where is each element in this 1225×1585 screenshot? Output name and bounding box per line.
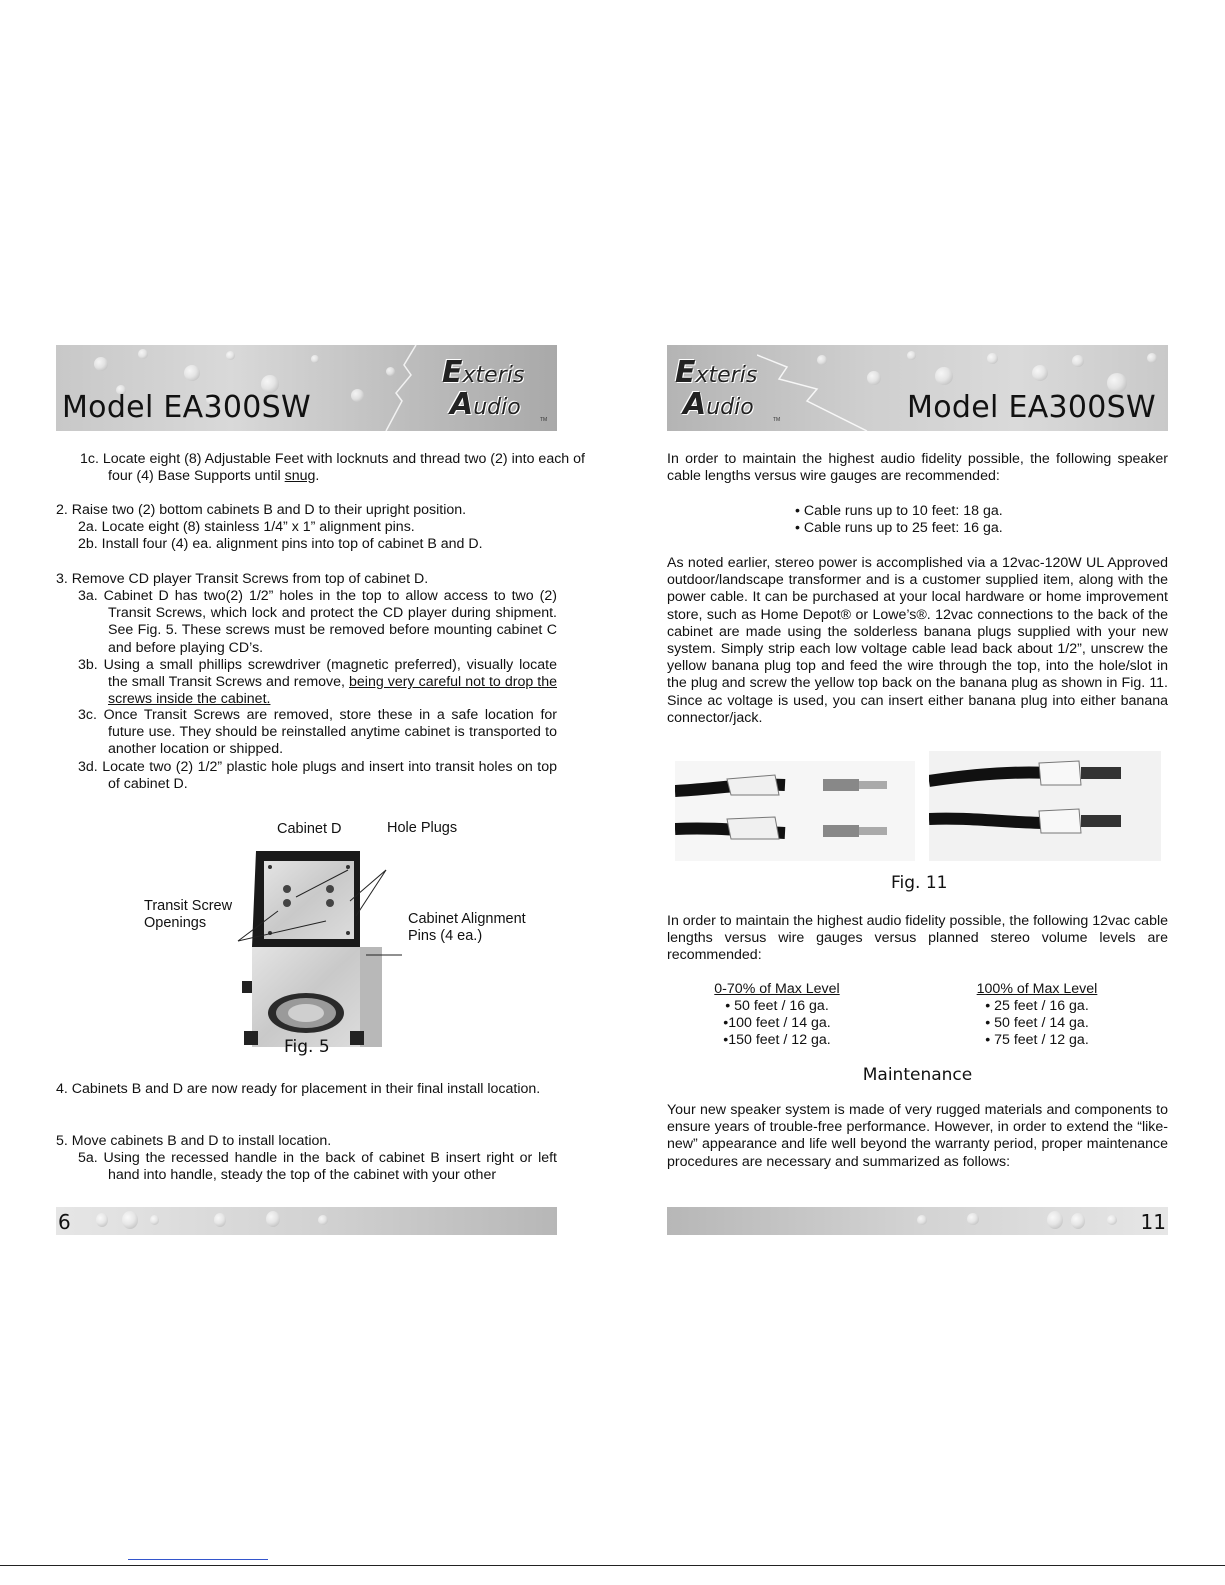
page-title: Model EA300SW [62,390,311,425]
bottom-link-underline [128,1559,268,1560]
page-title: Model EA300SW [907,390,1156,425]
left-footer-banner [56,1207,557,1235]
step-5: 5. Move cabinets B and D to install location. [56,1133,332,1149]
fig5-leader-lines [56,431,557,1131]
page-number: 6 [58,1210,71,1234]
table-cell: • 50 feet / 16 ga. [725,998,829,1014]
exteris-audio-logo: Exteris Audio TM [675,355,781,423]
step-3c: 3c. Once Transit Screws are removed, store these in a safe location for future use. They should be reinstalled anytime cabinet is transported to another location or shipped. [78,707,557,758]
table-header-100: 100% of Max Level [976,981,1098,997]
banana-plug-assembled-photo [929,751,1161,861]
right-footer-banner [667,1207,1168,1235]
label-cabinet-d: Cabinet D [277,821,342,837]
table-cell: • 50 feet / 14 ga. [985,1015,1089,1031]
left-header-banner [56,345,557,431]
step-3a: 3a. Cabinet D has two(2) 1/2” holes in the top to allow access to two (2) Transit Screws, which lock and protect the CD player during shipment. See Fig. 5. These screws must be removed before mounting cabinet C and before playing CD’s. [78,588,557,656]
intro-paragraph: In order to maintain the highest audio fidelity possible, the following speaker cable lengths versus wire gauges are recommended: [667,451,1168,485]
step-2a: 2a. Locate eight (8) stainless 1/4” x 1” alignment pins. [78,519,415,535]
step-3: 3. Remove CD player Transit Screws from top of cabinet D. [56,571,429,587]
step-2: 2. Raise two (2) bottom cabinets B and D to their upright position. [56,502,467,518]
power-paragraph: As noted earlier, stereo power is accomplished via a 12vac-120W UL Approved outdoor/landscape transformer and is a customer supplied item, along with the power cable. It can be purchased at your local hardware or home improvement store, such as Home Depot® or Lowe’s®. 12vac connections to the back of the cabinet are made using the solderless banana plugs supplied with your new system. Simply strip each low voltage cable lead back about 1/2”, unscrew the yellow banana plug top and feed the wire through the top, into the hole/slot in the plug and screw the yellow top back on the banana plug as shown in Fig. 11. Since ac voltage is used, you can insert either banana plug into either banana connector/jack. [667,555,1168,726]
bottom-rule [0,1565,1225,1566]
table-cell: •150 feet / 12 ga. [723,1032,831,1048]
maintenance-heading: Maintenance [862,1065,973,1085]
fig5-caption: Fig. 5 [284,1037,330,1057]
step-1c: 1c. Locate eight (8) Adjustable Feet with locknuts and thread two (2) into each of four (4) Base Supports until snug. [80,451,585,485]
cable-run-item: • Cable runs up to 25 feet: 16 ga. [795,520,1003,536]
step-2b: 2b. Install four (4) ea. alignment pins into top of cabinet B and D. [78,536,483,552]
right-header-banner [667,345,1168,431]
table-cell: • 75 feet / 12 ga. [985,1032,1089,1048]
step-5a: 5a. Using the recessed handle in the back of cabinet B insert right or left hand into handle, steady the top of the cabinet with your other [78,1150,557,1184]
banana-plug-disassembled-photo [675,761,915,861]
right-page [667,345,1168,1234]
maintenance-paragraph: Your new speaker system is made of very rugged materials and components to ensure years of trouble-free performance. However, in order to extend the “like-new” appearance and life well beyond the warranty period, proper maintenance procedures are necessary and summarized as follows: [667,1102,1168,1170]
page-number: 11 [1140,1210,1166,1234]
lightning-icon [356,345,436,431]
label-transit-screw-openings: Transit Screw Openings [144,898,233,931]
left-page [56,345,585,1234]
step-4: 4. Cabinets B and D are now ready for placement in their final install location. [56,1081,541,1097]
step-3d: 3d. Locate two (2) 1/2” plastic hole plugs and insert into transit holes on top of cabinet D. [78,759,557,793]
step-3b: 3b. Using a small phillips screwdriver (magnetic preferred), visually locate the small Transit Screws and remove, being very careful not to drop the screws inside the cabinet. [78,657,557,708]
table-cell: • 25 feet / 16 ga. [985,998,1089,1014]
cable-run-item: • Cable runs up to 10 feet: 18 ga. [795,503,1003,519]
exteris-audio-logo: Exteris Audio TM [442,355,548,423]
label-hole-plugs: Hole Plugs [387,820,458,836]
label-cabinet-alignment-pins: Cabinet Alignment Pins (4 ea.) [408,911,526,944]
table-header-0-70: 0-70% of Max Level [714,981,840,997]
table-cell: •100 feet / 14 ga. [723,1015,831,1031]
gauge-intro-paragraph: In order to maintain the highest audio fidelity possible, the following 12vac cable lengths versus wire gauges versus planned stereo volume levels are recommended: [667,913,1168,964]
fig11-caption: Fig. 11 [891,873,948,893]
